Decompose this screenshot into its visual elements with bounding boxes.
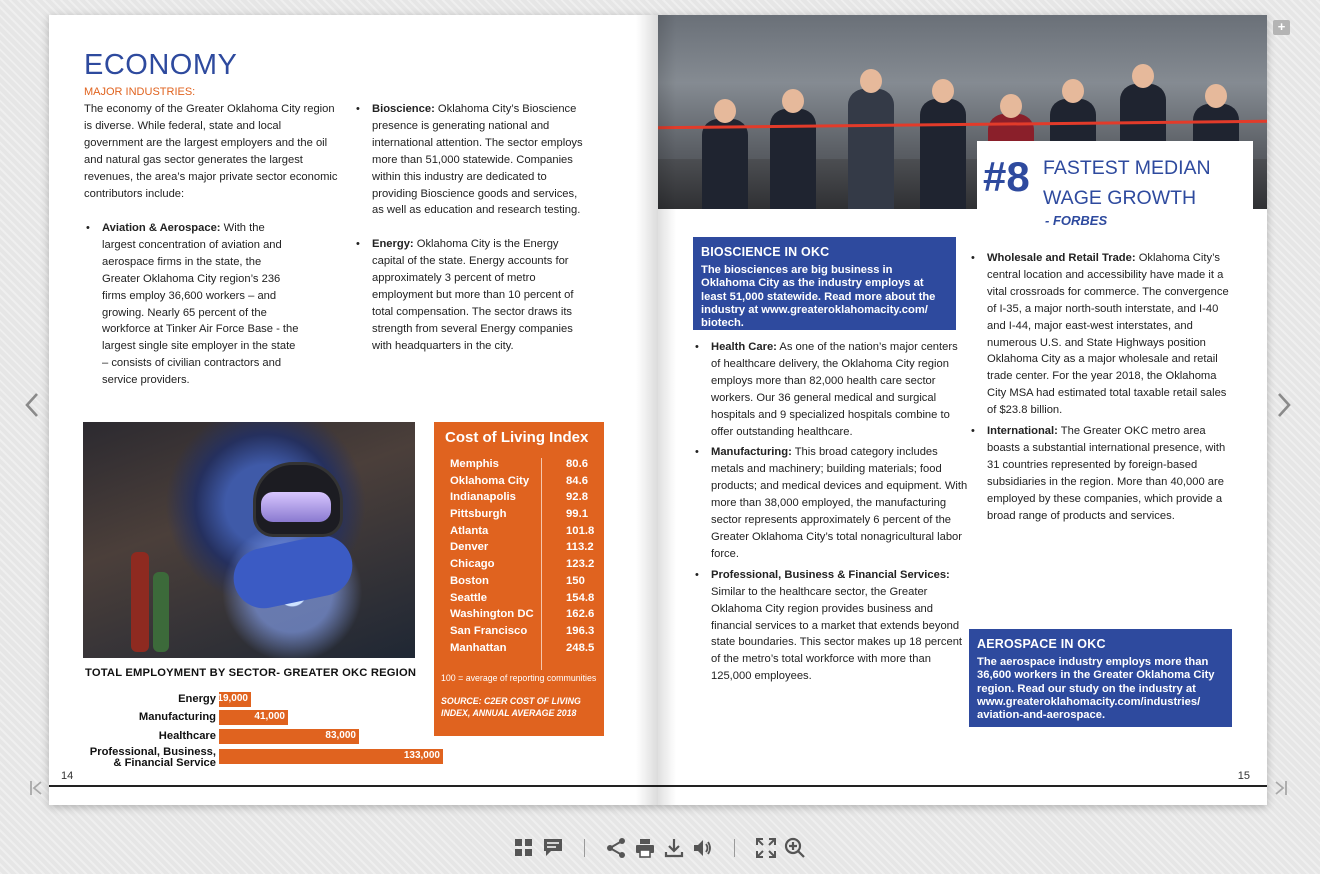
cost-of-living-row xyxy=(450,641,595,659)
rank-callout xyxy=(977,141,1253,239)
industry-item: • Health Care: As one of the nation’s major centers of healthcare delivery, the Oklahoma City region employs more than 82,000 health care sector workers. Our 36 general medical and surgical hospitals and 9 specialized hospitals combine to offer outstanding healthcare. xyxy=(693,339,968,440)
index-value: 123.2 xyxy=(566,558,595,571)
index-value: 84.6 xyxy=(566,474,588,487)
cost-of-living-source: SOURCE: C2ER COST OF LIVING INDEX, ANNUAL AVERAGE 2018 xyxy=(441,696,581,718)
city-name: Chicago xyxy=(450,558,495,571)
index-value: 248.5 xyxy=(566,641,595,654)
index-value: 154.8 xyxy=(566,591,595,604)
page-left xyxy=(49,15,658,805)
viewer-toolbar xyxy=(0,830,1320,866)
city-name: Indianapolis xyxy=(450,491,516,504)
chevron-left-icon[interactable] xyxy=(24,392,40,424)
rank-label: FASTEST MEDIAN WAGE GROWTH xyxy=(1043,157,1211,209)
bioscience-callout-text: The biosciences are big business in Oklahoma City as the industry employs at least 51,000 statewide. Read more about the industry at www.greateroklahomacity.com/ biotech. xyxy=(701,264,936,330)
city-name: Pittsburgh xyxy=(450,508,507,521)
page-rule-right xyxy=(658,785,1267,787)
bar-category-label: Manufacturing xyxy=(138,711,216,723)
cost-of-living-row xyxy=(450,591,595,609)
sound-icon[interactable] xyxy=(691,836,715,860)
industry-list-right-col1 xyxy=(693,339,968,689)
page-number-right: 15 xyxy=(1237,770,1250,782)
industry-item: • Professional, Business & Financial Services: Similar to the healthcare sector, the Greater Oklahoma City region provides business and financial services to a market that extends beyond state boundaries. This sector makes up 18 percent of the metro’s total workforce with more than 125,000 employees. xyxy=(693,567,968,685)
cost-of-living-row xyxy=(450,575,590,592)
bar-value-label: 133,000 xyxy=(403,750,440,761)
industry-item: • Wholesale and Retail Trade: Oklahoma City’s central location and accessibility have made it a vital crossroads for commerce. The convergence of I-35, a major north-south interstate, and I-40 and I-44, major east-west interstates, and numerous U.S. and State Highways position Oklahoma City as a major wholesale and retail trade center. For the year 2018, the Oklahoma City MSA had estimated total taxable retail sales of $23.8 billion. xyxy=(969,250,1231,419)
cost-of-living-table xyxy=(450,458,595,658)
city-name: Denver xyxy=(450,541,489,554)
aerospace-callout xyxy=(969,629,1232,727)
industry-list-left-col1 xyxy=(84,220,299,389)
bar-category-label: Professional, Business, & Financial Service xyxy=(89,746,216,769)
cost-of-living-row xyxy=(450,624,595,642)
city-name: Atlanta xyxy=(450,524,489,537)
cost-of-living-row xyxy=(450,524,595,542)
toolbar-separator xyxy=(734,839,735,857)
cost-of-living-row xyxy=(450,508,590,525)
bar xyxy=(219,710,288,725)
flipbook xyxy=(49,15,1267,805)
cost-of-living-footnote: 100 = average of reporting communities xyxy=(441,673,597,683)
bar-category-label: Healthcare xyxy=(158,730,216,742)
toolbar-separator xyxy=(584,839,585,857)
cost-of-living-title: Cost of Living Index xyxy=(445,429,589,446)
cost-of-living-row xyxy=(450,608,595,625)
industry-item: • Manufacturing: This broad category includes metals and machinery; building materials; food products; and medical devices and equipment. With more than 38,000 employed, the manufacturing sector represents approximately 6 percent of the Greater Oklahoma City’s total nonagricultural labor force. xyxy=(693,444,968,562)
industry-item: • International: The Greater OKC metro area boasts a substantial international presence, with 31 countries represented by foreign-based subsidiaries in the region. More than 40,000 are employed by these companies, which provide a broad range of products and services. xyxy=(969,423,1231,524)
bar-value-label: 41,000 xyxy=(254,711,285,722)
chevron-right-icon[interactable] xyxy=(1276,392,1292,424)
city-name: San Francisco xyxy=(450,624,528,637)
index-value: 150 xyxy=(566,574,585,587)
first-page-icon[interactable] xyxy=(29,780,43,801)
index-value: 101.8 xyxy=(566,524,595,537)
index-value: 80.6 xyxy=(566,458,588,470)
section-subhead: MAJOR INDUSTRIES: xyxy=(84,86,196,98)
city-name: Washington DC xyxy=(450,608,534,621)
rank-source: - FORBES xyxy=(1045,213,1108,228)
index-value: 162.6 xyxy=(566,608,595,621)
print-icon[interactable] xyxy=(633,836,657,860)
rank-number: #8 xyxy=(983,153,1030,200)
cost-of-living-row xyxy=(450,491,590,508)
page-rule-left xyxy=(49,785,658,787)
city-name: Boston xyxy=(450,574,489,587)
industry-list-left-col2 xyxy=(354,101,586,372)
aerospace-callout-text: The aerospace industry employs more than 36,600 workers in the Greater Oklahoma City region. Read our study on the industry at www.greateroklahomacity.com/industries/ aviation-and-aerospace. xyxy=(977,656,1215,722)
cost-of-living-row xyxy=(450,558,595,575)
bar-value-label: 19,000 xyxy=(217,693,248,704)
bar xyxy=(219,692,251,707)
share-icon[interactable] xyxy=(604,836,628,860)
city-name: Manhattan xyxy=(450,641,507,654)
intro-paragraph: The economy of the Greater Oklahoma City region is diverse. While federal, state and local government are the largest employers and the oil and natural gas sector generates the largest revenues, the area’s major private sector economic contributors include: xyxy=(84,103,338,200)
zoom-in-icon[interactable] xyxy=(783,836,807,860)
cost-of-living-row xyxy=(450,541,594,558)
chart-title: TOTAL EMPLOYMENT BY SECTOR- GREATER OKC REGION xyxy=(85,667,417,679)
page-title: ECONOMY xyxy=(84,49,238,81)
bioscience-callout xyxy=(693,237,956,330)
fullscreen-icon[interactable] xyxy=(754,836,778,860)
grid-icon[interactable] xyxy=(512,836,536,860)
page-number-left: 14 xyxy=(61,770,74,782)
bioscience-callout-title: BIOSCIENCE IN OKC xyxy=(701,245,830,259)
page-right xyxy=(658,15,1267,805)
industry-item: • Energy: Oklahoma City is the Energy capital of the state. Energy accounts for approximately 3 percent of metro employment but more than 10 percent of total compensation. The sector draws its strength from several Energy companies with headquarters in the city. xyxy=(354,236,586,354)
employment-bar-chart xyxy=(49,688,469,768)
download-icon[interactable] xyxy=(662,836,686,860)
bar xyxy=(219,729,359,744)
comment-icon[interactable] xyxy=(541,836,565,860)
index-value: 196.3 xyxy=(566,624,595,637)
index-value: 113.2 xyxy=(566,541,594,554)
index-value: 92.8 xyxy=(566,491,588,504)
city-name: Oklahoma City xyxy=(450,474,530,487)
cost-of-living-row xyxy=(450,475,590,492)
industry-list-right-col2 xyxy=(969,250,1231,529)
last-page-icon[interactable] xyxy=(1274,780,1288,801)
cost-of-living-box xyxy=(434,422,604,736)
index-value: 99.1 xyxy=(566,508,588,521)
welder-photo xyxy=(83,422,415,658)
city-name: Seattle xyxy=(450,591,488,604)
add-note-icon[interactable]: + xyxy=(1273,20,1290,35)
bar-value-label: 83,000 xyxy=(325,730,356,741)
city-name: Memphis xyxy=(450,458,499,470)
industry-item: • Bioscience: Oklahoma City’s Bioscience presence is generating national and international attention. The sector employs more than 51,000 statewide. Companies within this industry are dedicated to providing Bioscience goods and services, as well as education and research testing. xyxy=(354,101,586,219)
bar xyxy=(219,749,443,764)
cost-of-living-row xyxy=(450,458,590,475)
aerospace-callout-title: AEROSPACE IN OKC xyxy=(977,637,1106,651)
bar-category-label: Energy xyxy=(178,693,216,705)
industry-item: • Aviation & Aerospace: With the largest concentration of aviation and aerospace firms in the state, the Greater Oklahoma City region’s 236 firms employ 36,600 workers – and growing. Nearly 65 percent of the workforce at Tinker Air Force Base - the largest single site employer in the state – consists of civilian contractors and service providers. xyxy=(84,220,299,389)
